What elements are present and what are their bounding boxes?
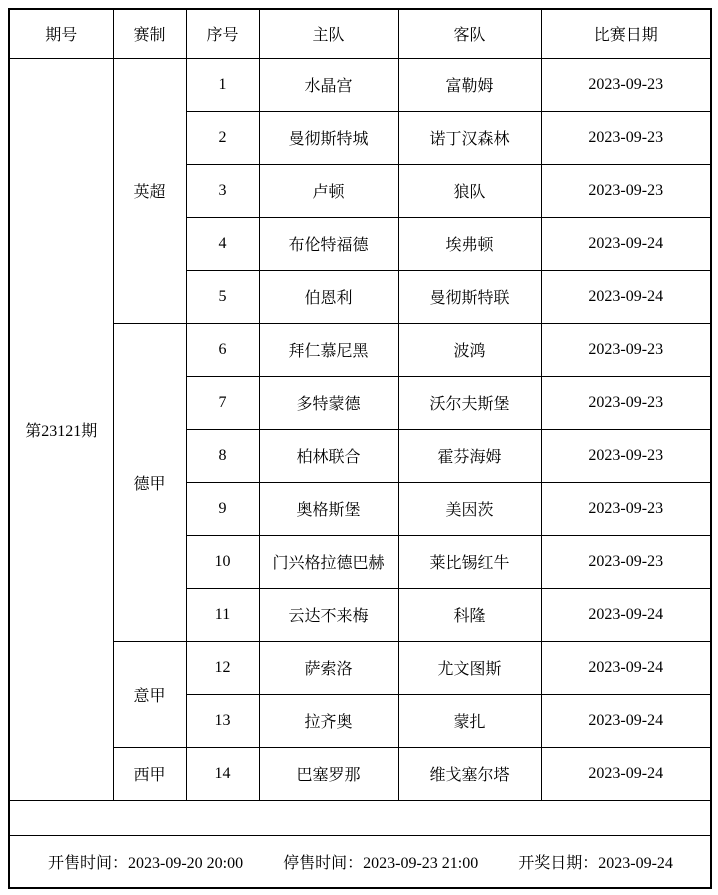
home-team: 奥格斯堡: [259, 482, 398, 535]
league-cell-yijia: 意甲: [113, 641, 186, 747]
match-date: 2023-09-24: [541, 747, 711, 800]
away-team: 尤文图斯: [398, 641, 541, 694]
away-team: 维戈塞尔塔: [398, 747, 541, 800]
header-date: 比赛日期: [541, 9, 711, 58]
footer-row: [9, 835, 711, 888]
header-no: 序号: [186, 9, 259, 58]
match-schedule-table: [8, 8, 712, 889]
match-date: 2023-09-23: [541, 376, 711, 429]
home-team: 萨索洛: [259, 641, 398, 694]
draw-date: [518, 850, 673, 873]
match-date: 2023-09-23: [541, 429, 711, 482]
away-team: 科隆: [398, 588, 541, 641]
league-cell-dejia: 德甲: [113, 323, 186, 641]
away-team: 狼队: [398, 164, 541, 217]
match-date: 2023-09-23: [541, 482, 711, 535]
draw-date-value: 2023-09-24: [598, 854, 673, 872]
home-team: 多特蒙德: [259, 376, 398, 429]
league-cell-xijia: 西甲: [113, 747, 186, 800]
match-no: 5: [186, 270, 259, 323]
league-cell-yingchao: 英超: [113, 58, 186, 323]
home-team: 门兴格拉德巴赫: [259, 535, 398, 588]
match-no: 3: [186, 164, 259, 217]
home-team: 柏林联合: [259, 429, 398, 482]
spacer-cell: [9, 800, 711, 835]
match-no: 14: [186, 747, 259, 800]
home-team: 拉齐奥: [259, 694, 398, 747]
sale-close-value: 2023-09-23 21:00: [363, 854, 479, 872]
match-no: 4: [186, 217, 259, 270]
match-no: 13: [186, 694, 259, 747]
table-row: [9, 747, 711, 800]
lottery-schedule-sheet: [8, 8, 712, 889]
sale-open-label: 开售时间：: [48, 854, 129, 872]
match-no: 9: [186, 482, 259, 535]
sale-open-value: 2023-09-20 20:00: [128, 854, 244, 872]
home-team: 巴塞罗那: [259, 747, 398, 800]
home-team: 伯恩利: [259, 270, 398, 323]
header-away: 客队: [398, 9, 541, 58]
draw-date-label: 开奖日期：: [518, 854, 599, 872]
away-team: 蒙扎: [398, 694, 541, 747]
table-row: [9, 58, 711, 111]
home-team: 云达不来梅: [259, 588, 398, 641]
match-date: 2023-09-24: [541, 270, 711, 323]
spacer-row: [9, 800, 711, 835]
away-team: 莱比锡红牛: [398, 535, 541, 588]
away-team: 霍芬海姆: [398, 429, 541, 482]
table-row: [9, 641, 711, 694]
match-no: 12: [186, 641, 259, 694]
footer-cell: [9, 835, 711, 888]
away-team: 富勒姆: [398, 58, 541, 111]
header-period: 期号: [9, 9, 113, 58]
match-date: 2023-09-24: [541, 588, 711, 641]
match-date: 2023-09-24: [541, 217, 711, 270]
match-no: 7: [186, 376, 259, 429]
away-team: 波鸿: [398, 323, 541, 376]
home-team: 布伦特福德: [259, 217, 398, 270]
header-row: [9, 9, 711, 58]
away-team: 沃尔夫斯堡: [398, 376, 541, 429]
home-team: 卢顿: [259, 164, 398, 217]
match-date: 2023-09-24: [541, 694, 711, 747]
match-no: 8: [186, 429, 259, 482]
home-team: 水晶宫: [259, 58, 398, 111]
match-no: 10: [186, 535, 259, 588]
match-date: 2023-09-23: [541, 535, 711, 588]
header-league: 赛制: [113, 9, 186, 58]
match-date: 2023-09-23: [541, 58, 711, 111]
away-team: 诺丁汉森林: [398, 111, 541, 164]
away-team: 埃弗顿: [398, 217, 541, 270]
footer-times: [10, 850, 710, 873]
match-date: 2023-09-23: [541, 164, 711, 217]
match-no: 2: [186, 111, 259, 164]
away-team: 曼彻斯特联: [398, 270, 541, 323]
home-team: 曼彻斯特城: [259, 111, 398, 164]
sale-close-time: [283, 850, 478, 873]
match-no: 6: [186, 323, 259, 376]
match-no: 11: [186, 588, 259, 641]
match-date: 2023-09-24: [541, 641, 711, 694]
sale-open-time: [48, 850, 243, 873]
table-row: [9, 323, 711, 376]
match-date: 2023-09-23: [541, 323, 711, 376]
away-team: 美因茨: [398, 482, 541, 535]
header-home: 主队: [259, 9, 398, 58]
home-team: 拜仁慕尼黑: [259, 323, 398, 376]
match-date: 2023-09-23: [541, 111, 711, 164]
period-cell: 第23121期: [9, 58, 113, 800]
match-no: 1: [186, 58, 259, 111]
sale-close-label: 停售时间：: [283, 854, 364, 872]
